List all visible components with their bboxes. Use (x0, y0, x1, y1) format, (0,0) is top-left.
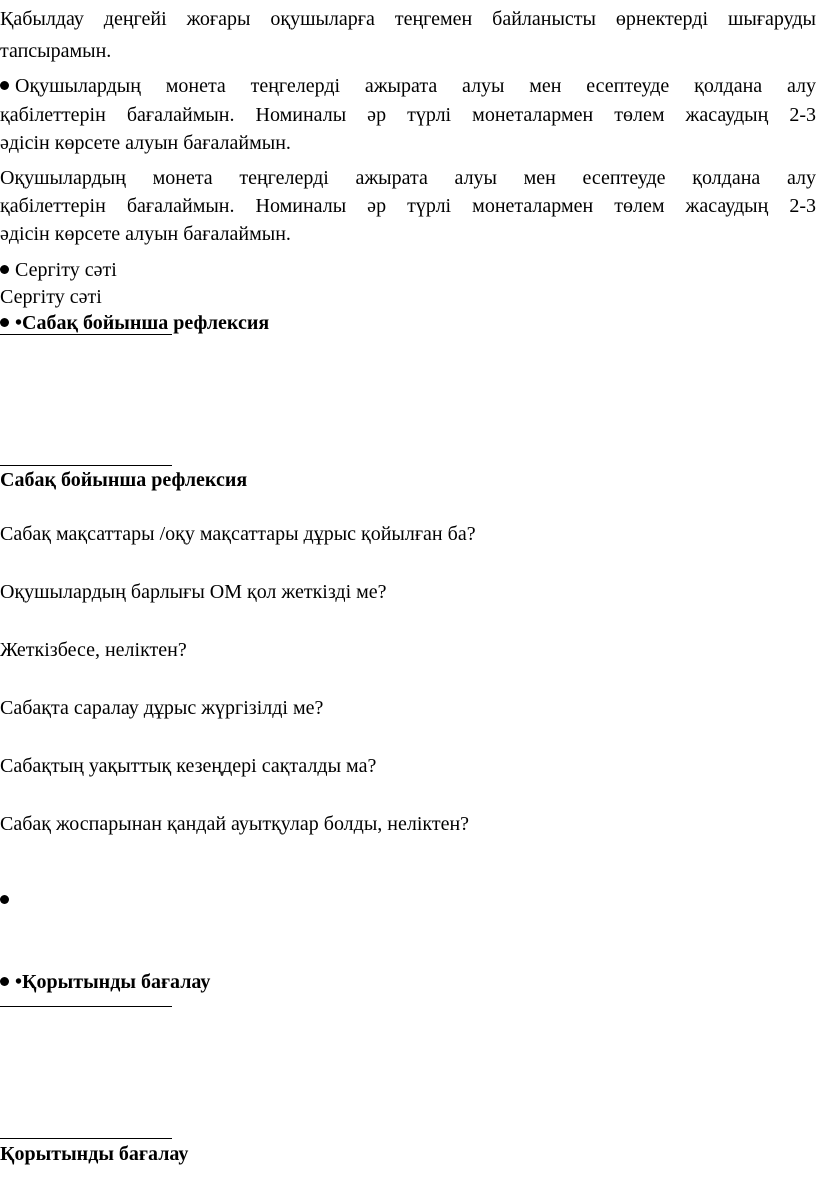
summary-bullet-heading-line (0, 968, 210, 996)
intro-line-2: тапсырамын. (0, 40, 112, 62)
plain-paragraph-line-3: әдісін көрсете алуын бағалаймын. (0, 223, 291, 245)
bullet-paragraph-line-1 (0, 72, 816, 100)
divider-rule (0, 334, 172, 335)
reflection-question-6: Сабақ жоспарынан қандай ауытқулар болды, неліктен? (0, 813, 470, 835)
bullet-icon (0, 977, 9, 986)
bullet-paragraph-line-2: қабілеттерін бағалаймын. Номиналы әр түрлі монеталармен төлем жасаудың 2-3 (0, 104, 816, 126)
bullet-paragraph-text-1: Оқушылардың монета теңгелерді ажырата алуы мен есептеуде қолдана алу (15, 75, 816, 97)
intro-line-1: Қабылдау деңгейі жоғары оқушыларға теңгемен байланысты өрнектерді шығаруды (0, 8, 816, 30)
reflection-bullet-heading: •Сабақ бойынша рефлексия (15, 312, 270, 334)
summary-bullet-heading: •Қорытынды бағалау (15, 971, 211, 993)
bullet-icon (0, 81, 9, 90)
sergitu-bullet-label: Сергіту сәті (15, 259, 117, 281)
plain-paragraph-line-1: Оқушылардың монета теңгелерді ажырата алуы мен есептеуде қолдана алу (0, 167, 816, 189)
plain-paragraph-line-2: қабілеттерін бағалаймын. Номиналы әр түрлі монеталармен төлем жасаудың 2-3 (0, 195, 816, 217)
reflection-question-5: Сабақтың уақыттық кезеңдері сақталды ма? (0, 755, 377, 777)
reflection-heading: Сабақ бойынша рефлексия (0, 469, 248, 491)
summary-heading: Қорытынды бағалау (0, 1143, 189, 1165)
bullet-icon (0, 895, 9, 904)
reflection-question-2: Оқушылардың барлығы ОМ қол жеткізді ме? (0, 581, 387, 603)
sergitu-bullet-line (0, 256, 117, 284)
reflection-question-4: Сабақта саралау дұрыс жүргізілді ме? (0, 697, 324, 719)
bullet-icon (0, 265, 9, 274)
reflection-question-3: Жеткізбесе, неліктен? (0, 639, 187, 661)
bullet-paragraph-line-3: әдісін көрсете алуын бағалаймын. (0, 132, 291, 154)
empty-bullet-line (0, 886, 15, 914)
sergitu-label: Сергіту сәті (0, 286, 102, 308)
reflection-bullet-heading-line (0, 309, 269, 337)
divider-rule (0, 1138, 172, 1139)
divider-rule (0, 1006, 172, 1007)
bullet-icon (0, 318, 9, 327)
reflection-question-1: Сабақ мақсаттары /оқу мақсаттары дұрыс қойылған ба? (0, 523, 476, 545)
